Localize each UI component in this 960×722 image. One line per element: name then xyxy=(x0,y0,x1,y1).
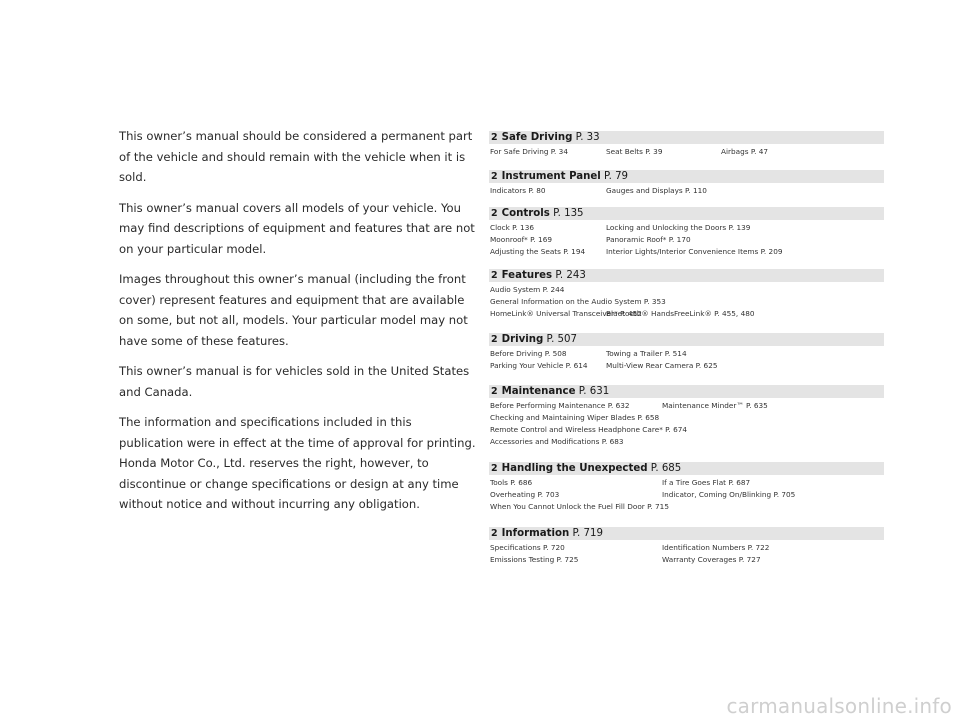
toc-section-page: P. 33 xyxy=(575,132,600,143)
toc-link[interactable]: Parking Your Vehicle P. 614 xyxy=(490,361,588,370)
cross-reference-icon: 2 xyxy=(491,386,498,397)
toc-section-page: P. 79 xyxy=(604,171,629,182)
toc-link[interactable]: Identification Numbers P. 722 xyxy=(662,543,770,552)
cross-reference-icon: 2 xyxy=(491,334,498,345)
toc-link[interactable]: Specifications P. 720 xyxy=(490,543,565,552)
toc-link[interactable]: Locking and Unlocking the Doors P. 139 xyxy=(606,223,751,232)
toc-section-header[interactable] xyxy=(489,333,884,346)
toc-link[interactable]: Airbags P. 47 xyxy=(721,147,769,156)
toc-link[interactable]: Bluetooth® HandsFreeLink® P. 455, 480 xyxy=(606,309,755,318)
toc-section-header[interactable] xyxy=(489,385,884,398)
toc-section-page: P. 631 xyxy=(578,386,610,397)
toc-link[interactable]: Before Driving P. 508 xyxy=(490,349,567,358)
toc-section-title: Instrument Panel xyxy=(501,171,601,182)
toc-link[interactable]: Moonroof* P. 169 xyxy=(490,235,552,244)
toc-link[interactable]: Audio System P. 244 xyxy=(490,285,565,294)
intro-paragraph: This owner’s manual is for vehicles sold in the United States and Canada. xyxy=(119,364,470,399)
toc-section xyxy=(489,385,884,448)
toc-row xyxy=(490,360,884,372)
toc-section-page: P. 135 xyxy=(553,208,584,219)
toc-section-page: P. 507 xyxy=(546,334,578,345)
toc-row xyxy=(490,246,884,258)
toc-section-title: Driving xyxy=(501,334,544,345)
intro-paragraph: The information and specifications included in this publication were in effect at the time of approval for printing. Honda Motor Co., Ltd. reserves the right, however, to discontinue or change specifications or design at any time without notice and without incurring any obligation. xyxy=(119,415,476,511)
toc-row xyxy=(490,348,884,360)
toc-link[interactable]: If a Tire Goes Flat P. 687 xyxy=(662,478,751,487)
cross-reference-icon: 2 xyxy=(491,463,498,474)
toc-section xyxy=(489,527,884,566)
toc-section-title: Features xyxy=(501,270,553,281)
toc-link[interactable]: Seat Belts P. 39 xyxy=(606,147,663,156)
toc-section xyxy=(489,269,884,320)
cross-reference-icon: 2 xyxy=(491,528,498,539)
toc-link[interactable]: For Safe Driving P. 34 xyxy=(490,147,568,156)
cross-reference-icon: 2 xyxy=(491,208,498,219)
toc-section-header[interactable] xyxy=(489,170,884,183)
toc-link[interactable]: Towing a Trailer P. 514 xyxy=(606,349,687,358)
toc-link[interactable]: Clock P. 136 xyxy=(490,223,534,232)
toc-row xyxy=(490,424,884,436)
toc-section xyxy=(489,462,884,513)
toc-link[interactable]: Remote Control and Wireless Headphone Care* P. 674 xyxy=(490,425,687,434)
toc-row xyxy=(490,222,884,234)
toc-link[interactable]: Maintenance Minder™ P. 635 xyxy=(662,401,768,410)
toc-section-page: P. 685 xyxy=(650,463,682,474)
toc-section xyxy=(489,207,884,258)
toc-section-header[interactable] xyxy=(489,131,884,144)
toc-link[interactable]: Panoramic Roof* P. 170 xyxy=(606,235,691,244)
toc-row xyxy=(490,542,884,554)
toc-link[interactable]: Gauges and Displays P. 110 xyxy=(606,186,707,195)
toc-row xyxy=(490,400,884,412)
toc-row xyxy=(490,234,884,246)
toc-link[interactable]: General Information on the Audio System P. 353 xyxy=(490,297,666,306)
cross-reference-icon: 2 xyxy=(491,270,498,281)
toc-section-title: Handling the Unexpected xyxy=(501,463,648,474)
toc-row xyxy=(490,501,884,513)
toc-link[interactable]: HomeLink® Universal Transceiver* P. 452 xyxy=(490,309,642,318)
toc-row xyxy=(490,489,884,501)
toc-link[interactable]: Interior Lights/Interior Convenience Items P. 209 xyxy=(606,247,783,256)
toc-link[interactable]: Emissions Testing P. 725 xyxy=(490,555,579,564)
toc-section-page: P. 719 xyxy=(572,528,603,539)
toc-link[interactable]: Accessories and Modifications P. 683 xyxy=(490,437,624,446)
toc-section-page: P. 243 xyxy=(555,270,586,281)
intro-paragraph: This owner’s manual should be considered a permanent part of the vehicle and should remain with the vehicle when it is sold. xyxy=(119,129,473,184)
watermark: carmanualsonline.info xyxy=(726,694,952,718)
toc-section-header[interactable] xyxy=(489,269,884,282)
toc-link[interactable]: Indicators P. 80 xyxy=(490,186,546,195)
toc-section-header[interactable] xyxy=(489,527,884,540)
intro-paragraph: This owner’s manual covers all models of your vehicle. You may find descriptions of equipment and features that are not on your particular model. xyxy=(119,200,475,256)
toc-row xyxy=(490,284,884,296)
toc-section-title: Maintenance xyxy=(501,386,576,397)
toc-section-title: Information xyxy=(501,528,570,539)
toc-link[interactable]: Indicator, Coming On/Blinking P. 705 xyxy=(662,490,796,499)
table-of-contents xyxy=(489,131,884,566)
toc-link[interactable]: When You Cannot Unlock the Fuel Fill Door P. 715 xyxy=(490,502,669,511)
toc-link[interactable]: Multi-View Rear Camera P. 625 xyxy=(606,361,718,370)
toc-section-title: Safe Driving xyxy=(501,132,573,143)
toc-link[interactable]: Adjusting the Seats P. 194 xyxy=(490,247,586,256)
toc-link[interactable]: Overheating P. 703 xyxy=(490,490,560,499)
intro-paragraph: Images throughout this owner’s manual (including the front cover) represent features and equipment that are available on some, but not all, models. Your particular model may not have some of these features. xyxy=(119,272,468,348)
toc-link[interactable]: Before Performing Maintenance P. 632 xyxy=(490,401,630,410)
toc-section-header[interactable] xyxy=(489,207,884,220)
intro-text xyxy=(119,126,477,525)
cross-reference-icon: 2 xyxy=(491,132,498,143)
toc-section xyxy=(489,170,884,197)
toc-row xyxy=(490,554,884,566)
toc-link[interactable]: Checking and Maintaining Wiper Blades P. 658 xyxy=(490,413,660,422)
toc-row xyxy=(490,185,884,197)
toc-link[interactable]: Tools P. 686 xyxy=(490,478,533,487)
toc-row xyxy=(490,146,884,158)
toc-section-title: Controls xyxy=(501,208,550,219)
toc-section xyxy=(489,333,884,372)
cross-reference-icon: 2 xyxy=(491,171,498,182)
toc-link[interactable]: Warranty Coverages P. 727 xyxy=(662,555,761,564)
toc-section xyxy=(489,131,884,158)
toc-row xyxy=(490,412,884,424)
toc-section-header[interactable] xyxy=(489,462,884,475)
toc-row xyxy=(490,436,884,448)
toc-row xyxy=(490,308,884,320)
toc-row xyxy=(490,477,884,489)
toc-row xyxy=(490,296,884,308)
